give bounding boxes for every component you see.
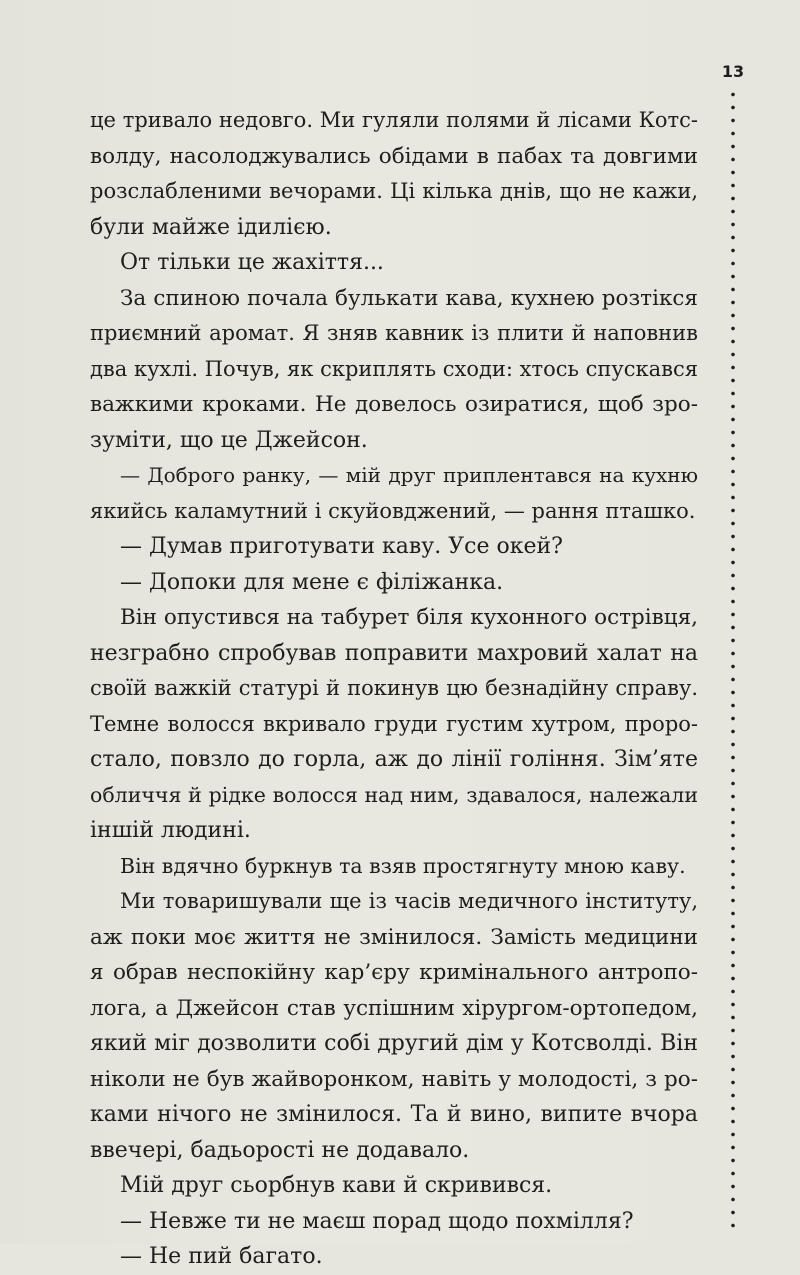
text-line: обличчя й рідке волосся над ним, здавалося, належали <box>90 782 698 807</box>
text-line: лога, а Джейсон став успішним хірургом-ортопедом, <box>90 995 698 1021</box>
text-line: розслабленими вечорами. Ці кілька днів, що не кажи, <box>90 179 698 203</box>
text-line: волду, насолоджувались обідами в пабах та довгими <box>90 143 698 169</box>
text-line: стало, повзло до горла, аж до лінії гоління. Зім’яте <box>90 747 698 772</box>
text-line: який міг дозволити собі другий дім у Котсволді. Він <box>90 1031 698 1056</box>
text-line: це тривало недовго. Ми гуляли полями й лісами Котс- <box>90 108 698 132</box>
dotted-margin-rule <box>731 88 735 1228</box>
text-line: незграбно спробував поправити махровий халат на <box>90 640 698 666</box>
text-line: ввечері, бадьорості не додавало. <box>90 1137 470 1163</box>
body-text <box>90 103 698 1275</box>
text-line: ніколи не був жайворонком, навіть у молодості, з ро- <box>90 1066 698 1092</box>
text-line: Темне волосся вкривало груди густим хутром, проро- <box>90 711 698 736</box>
text-line: якийсь каламутний і скуйовджений, — рання пташко. <box>90 498 696 523</box>
text-line: два кухлі. Почув, як скриплять сходи: хтось спускався <box>90 356 698 381</box>
text-line: — Доброго ранку, — мій друг приплентався на кухню <box>120 463 698 487</box>
text-line: своїй важкій статурі й покинув цю безнадійну справу. <box>90 676 698 700</box>
text-line: іншій людині. <box>90 818 251 843</box>
text-line: — Думав приготувати каву. Усе окей? <box>120 534 563 559</box>
text-line: От тільки це жахіття... <box>120 250 384 275</box>
text-line: Він вдячно буркнув та взяв простягнуту мною каву. <box>120 853 686 878</box>
text-line: — Не пий багато. <box>120 1244 323 1269</box>
text-line: За спиною почала булькати кава, кухнею розтікся <box>120 285 698 311</box>
text-line: Ми товаришували ще із часів медичного інституту, <box>120 889 698 913</box>
text-line: Він опустився на табурет біля кухонного острівця, <box>120 605 698 630</box>
text-line: приємний аромат. Я зняв кавник із плити й наповнив <box>90 321 698 345</box>
text-line: зуміти, що це Джейсон. <box>90 427 368 453</box>
text-line: аж поки моє життя не змінилося. Замість медицини <box>90 924 698 950</box>
text-line: — Допоки для мене є філіжанка. <box>120 569 504 595</box>
page-number: 13 <box>721 62 745 81</box>
text-line: ками нічого не змінилося. Та й вино, випите вчора <box>90 1102 698 1127</box>
text-line: Мій друг сьорбнув кави й скривився. <box>120 1173 553 1198</box>
text-line: я обрав неспокійну кар’єру кримінального антропо- <box>90 960 698 985</box>
text-line: важкими кроками. Не довелось озиратися, щоб зро- <box>90 392 698 417</box>
text-line: були майже ідилією. <box>90 214 332 240</box>
text-line: — Невже ти не маєш порад щодо похмілля? <box>120 1208 634 1234</box>
